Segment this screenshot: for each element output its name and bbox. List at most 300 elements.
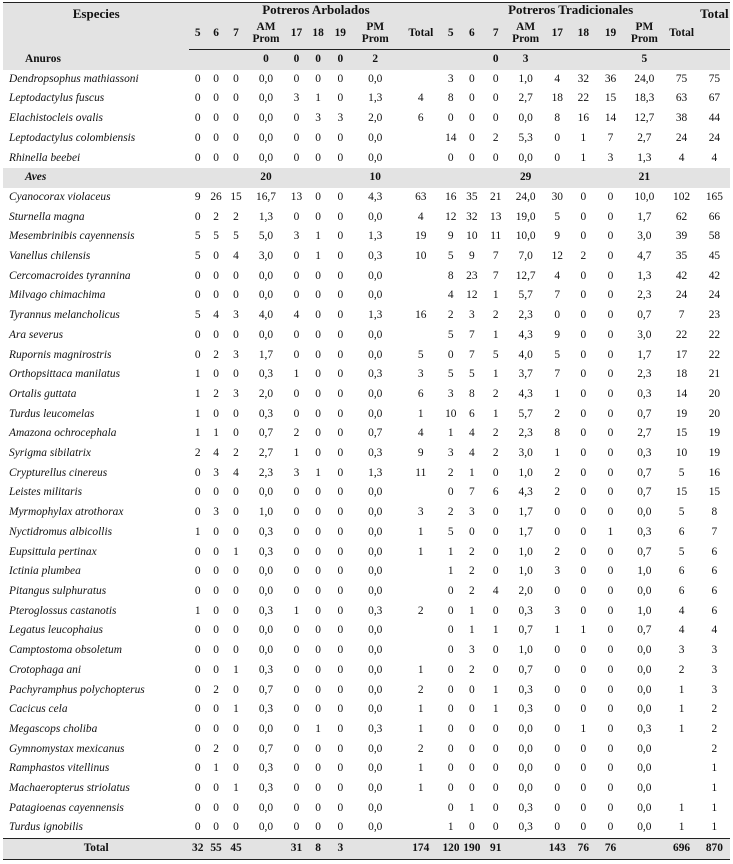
table-cell: 0,0 <box>637 762 652 775</box>
table-cell: 0 <box>469 151 475 164</box>
species-name: Myrmophylax atrothorax <box>9 506 124 519</box>
table-row <box>3 720 730 740</box>
table-cell: 0 <box>607 427 614 440</box>
table-cell: 0 <box>469 762 475 775</box>
table-cell: 0 <box>293 210 300 223</box>
table-cell: 4 <box>554 72 561 85</box>
arb-col-header: PM Prom <box>351 16 399 50</box>
group-summary-cell: 10 <box>351 168 399 188</box>
table-cell: 4 <box>711 151 718 164</box>
table-cell: 0 <box>447 348 454 361</box>
table-cell: 3 <box>711 683 718 696</box>
table-cell: 0,0 <box>368 565 383 578</box>
table-cell: 0 <box>580 545 587 558</box>
table-cell: 3 <box>711 644 718 657</box>
table-cell: 0 <box>213 722 219 735</box>
group-summary-cell <box>442 168 459 188</box>
table-cell: 5 <box>447 328 454 341</box>
group-summary-cell <box>597 50 625 70</box>
table-cell: 0 <box>607 289 614 302</box>
species-column-header: Especies <box>3 3 189 50</box>
total-cell: 45 <box>226 839 246 860</box>
table-row <box>3 818 730 838</box>
table-cell: 0,0 <box>368 644 383 657</box>
species-name: Mesembrinibis cayennensis <box>9 230 135 243</box>
table-cell: 2 <box>580 250 587 263</box>
table-cell: 0 <box>194 782 201 795</box>
table-cell: 3 <box>554 565 561 578</box>
table-cell: 0 <box>492 663 499 676</box>
table-cell: 3 <box>554 604 561 617</box>
table-cell: 0 <box>580 269 587 282</box>
table-cell: 0 <box>580 584 587 597</box>
table-cell: 2,0 <box>518 584 533 597</box>
group-summary-cell <box>545 168 571 188</box>
table-cell: 1 <box>554 624 561 637</box>
table-cell: 24 <box>675 289 688 302</box>
table-cell: 0 <box>580 782 587 795</box>
table-cell: 0 <box>492 545 499 558</box>
table-cell: 0 <box>607 742 614 755</box>
table-cell: 0 <box>492 742 499 755</box>
table-cell: 0 <box>194 210 201 223</box>
table-cell: 0,0 <box>368 545 383 558</box>
table-cell: 0,3 <box>368 250 383 263</box>
table-cell: 0 <box>492 821 499 834</box>
table-cell: 0,0 <box>368 486 383 499</box>
table-cell: 62 <box>675 210 688 223</box>
table-cell: 0 <box>233 821 239 834</box>
table-cell: 2,3 <box>637 289 652 302</box>
table-cell: 0 <box>194 289 201 302</box>
group-summary-cell <box>206 50 226 70</box>
table-cell: 2 <box>417 604 424 617</box>
group-summary-cell <box>189 168 206 188</box>
table-cell: 4,0 <box>258 309 274 322</box>
table-cell: 10,0 <box>634 190 655 203</box>
table-cell: 0 <box>607 348 614 361</box>
group-summary-cell <box>664 168 698 188</box>
species-name: Turdus leucomelas <box>9 407 95 420</box>
table-cell: 1,7 <box>258 348 274 361</box>
table-cell: 0,3 <box>637 525 652 538</box>
table-cell: 0 <box>337 92 344 105</box>
table-cell: 0 <box>580 683 587 696</box>
total-cell: 8 <box>307 839 329 860</box>
table-cell: 9 <box>194 190 201 203</box>
table-cell: 0 <box>315 289 321 302</box>
table-cell: 4 <box>233 250 239 263</box>
table-row <box>3 681 730 701</box>
table-cell: 1 <box>492 624 499 637</box>
table-container <box>3 2 730 860</box>
table-cell: 0 <box>607 584 614 597</box>
table-cell: 36 <box>604 72 617 85</box>
table-cell: 19 <box>675 407 688 420</box>
table-cell: 0 <box>293 131 300 144</box>
table-cell: 3,0 <box>637 328 652 341</box>
table-cell: 0 <box>213 72 219 85</box>
table-cell: 0 <box>293 683 300 696</box>
table-cell: 0 <box>194 92 201 105</box>
table-cell: 0,0 <box>637 821 652 834</box>
table-cell: 0 <box>293 782 300 795</box>
species-name: Pitangus sulphuratus <box>9 584 107 597</box>
group-summary-cell: 0 <box>329 50 351 70</box>
table-cell: 0,0 <box>368 624 383 637</box>
table-cell: 0 <box>194 72 201 85</box>
table-cell: 0 <box>337 230 344 243</box>
table-header <box>3 3 730 50</box>
table-cell: 0 <box>580 742 587 755</box>
table-cell: 0,3 <box>368 722 383 735</box>
table-cell: 0,3 <box>637 387 652 400</box>
table-cell: 0,3 <box>258 368 274 381</box>
table-cell: 0 <box>213 407 219 420</box>
table-cell: 4,3 <box>518 387 533 400</box>
table-cell: 0 <box>337 624 344 637</box>
table-cell: 6 <box>417 112 424 125</box>
table-cell: 0,0 <box>368 151 383 164</box>
table-cell: 4 <box>213 447 219 460</box>
table-cell: 6 <box>711 584 718 597</box>
table-cell: 0 <box>194 565 201 578</box>
species-name: Dendropsophus mathiassoni <box>9 72 139 85</box>
table-cell: 4,3 <box>518 486 533 499</box>
table-cell: 6 <box>678 584 685 597</box>
table-cell: 1,3 <box>637 269 652 282</box>
table-cell: 5,3 <box>518 131 533 144</box>
group-summary-cell <box>399 168 442 188</box>
table-cell: 1 <box>580 131 587 144</box>
table-cell: 2 <box>417 683 424 696</box>
table-row <box>3 227 730 247</box>
table-cell: 1 <box>293 368 300 381</box>
table-cell: 0 <box>293 250 300 263</box>
table-cell: 0,0 <box>258 644 274 657</box>
table-cell: 35 <box>466 190 478 203</box>
table-cell <box>399 641 442 661</box>
table-cell: 0 <box>337 584 344 597</box>
table-cell: 0,0 <box>258 131 274 144</box>
total-cell: 3 <box>329 839 351 860</box>
table-cell: 0,0 <box>368 801 383 814</box>
table-cell: 1 <box>447 545 454 558</box>
table-cell: 0 <box>580 427 587 440</box>
table-cell: 10 <box>445 407 457 420</box>
table-cell: 16 <box>577 112 590 125</box>
table-cell: 0,7 <box>518 663 533 676</box>
table-cell: 8 <box>469 387 475 400</box>
table-cell: 2 <box>711 722 718 735</box>
table-cell: 3 <box>469 644 475 657</box>
table-cell: 16 <box>445 190 457 203</box>
table-row <box>3 661 730 681</box>
group-summary-cell: 3 <box>507 50 545 70</box>
group-summary-cell <box>570 168 597 188</box>
table-cell <box>399 562 442 582</box>
table-cell: 0,0 <box>637 782 652 795</box>
table-cell: 0 <box>580 486 587 499</box>
table-cell: 5 <box>213 230 219 243</box>
species-name: Patagioenas cayennensis <box>9 801 124 814</box>
table-cell: 0 <box>492 112 499 125</box>
table-cell: 9 <box>554 230 561 243</box>
table-cell: 6 <box>417 387 424 400</box>
table-cell: 0 <box>233 506 239 519</box>
table-cell: 0 <box>469 782 475 795</box>
table-cell: 0,0 <box>368 72 383 85</box>
total-cell: 143 <box>545 839 571 860</box>
table-cell: 0 <box>447 604 454 617</box>
table-cell: 2 <box>492 427 499 440</box>
table-cell: 3,7 <box>518 368 533 381</box>
table-cell: 0 <box>315 644 321 657</box>
table-cell: 0 <box>492 466 499 479</box>
table-cell: 0,0 <box>258 722 274 735</box>
table-cell: 0 <box>580 210 587 223</box>
table-cell: 0 <box>315 782 321 795</box>
species-name: Cacicus cela <box>9 703 68 716</box>
arb-col-header: 19 <box>329 16 351 50</box>
group-summary-cell: 29 <box>507 168 545 188</box>
table-cell: 2,0 <box>258 387 274 400</box>
table-row <box>3 799 730 819</box>
table-cell: 1 <box>194 427 201 440</box>
table-cell: 0 <box>554 506 561 519</box>
table-cell: 30 <box>551 190 563 203</box>
table-cell: 75 <box>675 72 688 85</box>
table-cell: 1,7 <box>637 210 652 223</box>
table-cell: 0 <box>293 348 300 361</box>
table-cell: 1 <box>607 525 614 538</box>
table-cell: 0 <box>337 663 344 676</box>
table-cell: 0 <box>607 368 614 381</box>
table-cell: 0 <box>554 309 561 322</box>
total-cell <box>624 839 664 860</box>
table-cell: 1 <box>194 604 201 617</box>
table-cell: 67 <box>708 92 721 105</box>
species-name: Rhinella beebei <box>9 151 81 164</box>
arb-col-header: 5 <box>189 16 206 50</box>
table-cell: 42 <box>675 269 688 282</box>
table-cell: 24,0 <box>634 72 655 85</box>
table-cell: 0 <box>233 269 239 282</box>
table-cell: 0 <box>337 72 344 85</box>
table-cell: 4 <box>711 624 718 637</box>
trad-col-header: 6 <box>459 16 485 50</box>
table-cell: 0 <box>194 328 201 341</box>
table-cell: 20 <box>708 407 721 420</box>
table-cell: 0,0 <box>368 328 383 341</box>
table-cell: 0 <box>194 584 201 597</box>
table-cell: 2,3 <box>637 368 652 381</box>
table-cell: 0,3 <box>637 722 652 735</box>
table-cell: 20 <box>708 387 721 400</box>
table-cell: 11 <box>490 230 502 243</box>
table-cell: 0 <box>213 368 219 381</box>
table-cell: 2 <box>711 742 718 755</box>
table-cell: 63 <box>415 190 427 203</box>
table-cell: 0 <box>469 703 475 716</box>
table-cell: 1,0 <box>637 565 652 578</box>
table-cell: 2 <box>213 348 219 361</box>
table-cell: 2 <box>194 447 201 460</box>
table-cell: 0,0 <box>518 742 533 755</box>
table-row <box>3 621 730 641</box>
table-cell: 0 <box>447 722 454 735</box>
table-cell: 0,0 <box>637 801 652 814</box>
table-cell: 0 <box>580 289 587 302</box>
table-cell: 5 <box>678 506 685 519</box>
table-cell: 0,0 <box>368 525 383 538</box>
species-name: Milvago chimachima <box>9 289 106 302</box>
table-cell: 0 <box>315 545 321 558</box>
table-cell: 0 <box>580 801 587 814</box>
table-cell <box>399 582 442 602</box>
table-cell: 32 <box>466 210 478 223</box>
table-cell: 0 <box>337 466 344 479</box>
table-cell: 0 <box>607 407 614 420</box>
table-cell: 1 <box>678 801 685 814</box>
table-cell: 0,3 <box>258 703 274 716</box>
table-cell: 0,3 <box>258 545 274 558</box>
table-cell: 1 <box>293 604 300 617</box>
table-cell: 2 <box>554 407 561 420</box>
table-cell: 66 <box>708 210 721 223</box>
table-cell: 0 <box>337 525 344 538</box>
table-cell: 2 <box>447 466 454 479</box>
table-cell: 0 <box>337 821 344 834</box>
table-cell: 1 <box>417 703 424 716</box>
table-cell: 1 <box>492 703 499 716</box>
table-cell: 1 <box>711 762 718 775</box>
table-cell: 0 <box>194 683 201 696</box>
table-cell: 1,3 <box>368 466 383 479</box>
table-cell: 2 <box>492 309 499 322</box>
table-cell: 4 <box>554 269 561 282</box>
table-cell: 0 <box>293 762 300 775</box>
table-cell: 0 <box>194 821 201 834</box>
table-cell: 0 <box>194 663 201 676</box>
table-cell: 5 <box>417 348 424 361</box>
table-cell: 1 <box>194 525 201 538</box>
table-cell: 0 <box>315 447 321 460</box>
table-cell: 0,0 <box>637 663 652 676</box>
table-cell: 0 <box>607 565 614 578</box>
group-summary-cell <box>329 168 351 188</box>
table-cell: 24 <box>675 131 688 144</box>
species-name: Nyctidromus albicollis <box>9 525 113 538</box>
table-cell: 19 <box>708 427 721 440</box>
table-cell: 0 <box>233 525 239 538</box>
table-cell: 0 <box>194 348 201 361</box>
arb-col-header: AM Prom <box>246 16 286 50</box>
table-cell: 24,0 <box>515 190 536 203</box>
group-summary-cell <box>286 168 307 188</box>
table-cell: 0 <box>315 683 321 696</box>
table-cell: 24 <box>708 289 721 302</box>
species-name: Orthopsittaca manilatus <box>9 368 121 381</box>
table-cell: 0,0 <box>368 742 383 755</box>
table-cell: 1 <box>315 230 321 243</box>
table-cell: 12 <box>466 289 478 302</box>
table-cell: 1,7 <box>518 506 533 519</box>
table-cell: 0 <box>194 486 201 499</box>
group-summary-cell: 0 <box>307 50 329 70</box>
table-cell: 0 <box>194 545 201 558</box>
table-cell: 1,3 <box>637 151 652 164</box>
table-cell: 0 <box>492 801 499 814</box>
table-cell: 0 <box>213 545 219 558</box>
table-cell: 0 <box>293 644 300 657</box>
table-cell: 1 <box>711 801 718 814</box>
table-cell: 0,0 <box>368 387 383 400</box>
table-cell: 0 <box>554 525 561 538</box>
table-row <box>3 208 730 228</box>
table-cell: 0 <box>337 190 344 203</box>
table-cell: 0 <box>293 584 300 597</box>
table-cell: 1 <box>492 683 499 696</box>
table-cell: 1,0 <box>518 565 533 578</box>
table-cell: 0 <box>447 486 454 499</box>
table-cell: 0 <box>194 112 201 125</box>
table-row <box>3 247 730 267</box>
group-summary-cell <box>189 50 206 70</box>
table-cell: 0 <box>580 230 587 243</box>
species-name: Machaeropterus striolatus <box>9 782 130 795</box>
table-cell <box>399 799 442 819</box>
table-cell: 4 <box>678 624 685 637</box>
table-cell: 2,3 <box>518 427 533 440</box>
table-cell: 0 <box>293 565 300 578</box>
group-summary-cell: 0 <box>246 50 286 70</box>
table-cell: 0 <box>213 486 219 499</box>
table-cell: 0 <box>337 447 344 460</box>
table-row <box>3 779 730 799</box>
table-cell: 7 <box>554 368 561 381</box>
table-cell: 4 <box>447 289 454 302</box>
table-cell <box>399 149 442 169</box>
table-cell: 0 <box>337 269 344 282</box>
table-body <box>3 50 730 860</box>
table-cell: 2 <box>213 210 219 223</box>
table-cell: 0 <box>315 486 321 499</box>
table-cell: 0 <box>315 762 321 775</box>
table-cell: 5 <box>469 368 475 381</box>
group-summary-cell <box>206 168 226 188</box>
table-cell: 0 <box>607 722 614 735</box>
table-cell: 0 <box>492 782 499 795</box>
table-cell: 8 <box>447 269 454 282</box>
table-cell: 3 <box>469 506 475 519</box>
table-cell: 3 <box>607 151 614 164</box>
table-cell: 2 <box>447 309 454 322</box>
species-name: Crotophaga ani <box>9 663 82 676</box>
table-cell: 0 <box>293 407 300 420</box>
table-cell: 0,0 <box>368 348 383 361</box>
table-cell: 0 <box>293 72 300 85</box>
table-cell: 4 <box>417 427 424 440</box>
table-cell: 0,7 <box>258 742 274 755</box>
group-label: Anuros <box>3 50 189 70</box>
table-cell: 0,0 <box>637 703 652 716</box>
table-cell: 0 <box>315 269 321 282</box>
table-cell: 1 <box>447 427 454 440</box>
table-cell: 2 <box>554 486 561 499</box>
table-row <box>3 543 730 563</box>
table-row <box>3 464 730 484</box>
